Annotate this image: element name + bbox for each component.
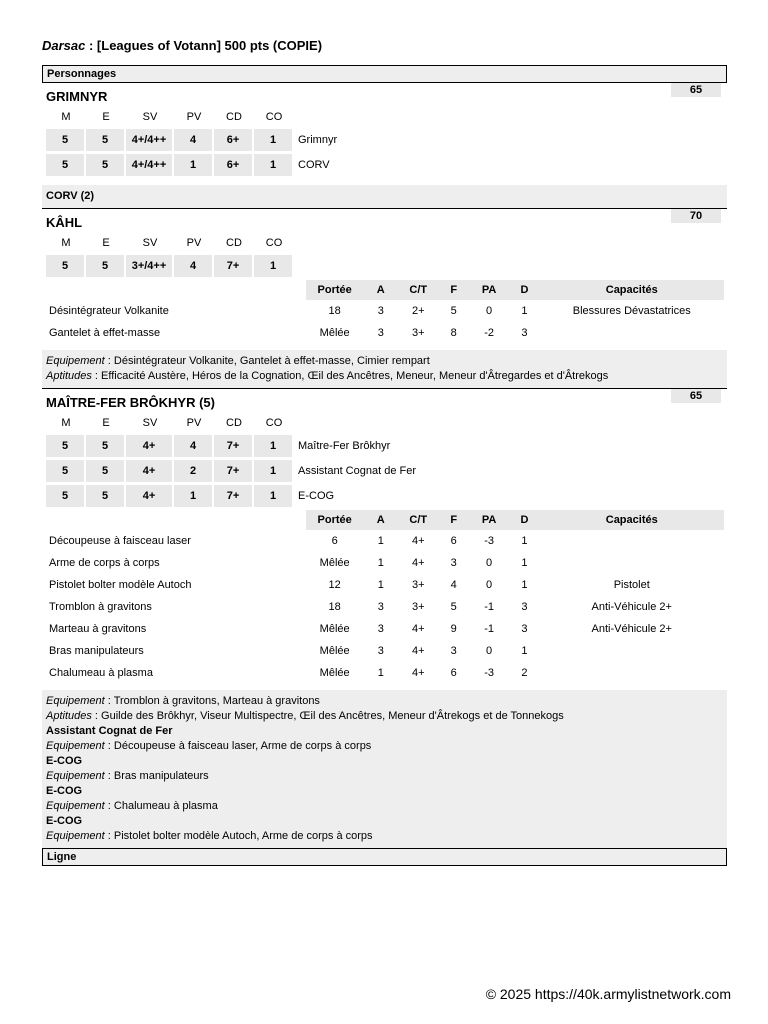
info-line (46, 189, 723, 204)
weapon-name: Bras manipulateurs (49, 645, 144, 657)
weapon-header: C/T (398, 280, 439, 300)
weapon-stat: 18 (328, 601, 341, 613)
weapon-header: A (364, 280, 398, 300)
list-title (42, 38, 727, 53)
stats-row (46, 255, 301, 280)
info-key: Aptitudes (46, 370, 92, 382)
stat-value: 5 (46, 435, 86, 460)
unit-name: MAÎTRE-FER BRÔKHYR (5) (46, 395, 215, 410)
stat-value: 3+/4++ (126, 255, 174, 280)
stat-value: 1 (174, 485, 214, 510)
weapon-name: Marteau à gravitons (49, 623, 147, 635)
stat-value: 5 (46, 255, 86, 280)
info-line (46, 724, 723, 739)
stat-value: 7+ (214, 485, 254, 510)
info-text: : Bras manipulateurs (104, 770, 209, 782)
weapon-name-header (44, 280, 306, 300)
info-line (46, 354, 723, 369)
stat-row-label: CORV (294, 154, 340, 179)
stat-value: 6+ (214, 129, 254, 154)
weapon-stat: Blessures Dévastatrices (572, 305, 691, 317)
stat-header: E (102, 417, 110, 429)
stat-value: 5 (86, 485, 126, 510)
weapon-stat: 1 (521, 305, 528, 317)
weapon-stat: 1 (377, 557, 384, 569)
info-line (46, 369, 723, 384)
weapon-row (44, 322, 724, 344)
weapon-row (44, 574, 724, 596)
weapons-header-row (44, 510, 724, 530)
info-line (46, 829, 723, 844)
stat-value: 5 (86, 154, 126, 179)
info-key: Aptitudes (46, 710, 92, 722)
info-text: : Découpeuse à faisceau laser, Arme de corps à corps (104, 740, 372, 752)
weapon-row (44, 596, 724, 618)
unit-header (42, 209, 727, 231)
stat-header: E (102, 111, 110, 123)
weapon-stat: 4+ (412, 557, 425, 569)
weapon-stat: 6 (450, 535, 457, 547)
stat-header: E (102, 237, 110, 249)
weapon-name: Pistolet bolter modèle Autoch (49, 579, 192, 591)
stat-value: 4+ (126, 460, 174, 485)
info-line (46, 769, 723, 784)
weapon-stat: 4+ (412, 667, 425, 679)
info-line (46, 784, 723, 799)
stat-header: M (61, 237, 71, 249)
weapon-header: C/T (398, 510, 439, 530)
stat-value: 6+ (214, 154, 254, 179)
stats-header-row (46, 411, 419, 435)
stat-value: 1 (254, 255, 294, 280)
weapon-stat: Mêlée (319, 557, 350, 569)
stat-value: 1 (254, 435, 294, 460)
weapon-stat: 3 (377, 623, 384, 635)
stat-row-label (294, 255, 301, 280)
unit-header (42, 389, 727, 411)
weapon-header: F (439, 280, 469, 300)
info-key: Equipement (46, 355, 105, 367)
unit-points: 65 (671, 83, 721, 97)
info-line (46, 739, 723, 754)
stat-value: 5 (86, 255, 126, 280)
stat-header: PV (186, 237, 202, 249)
weapon-stat: -2 (484, 327, 494, 339)
stat-header: PV (186, 111, 202, 123)
info-text: : Efficacité Austère, Héros de la Cognation, Œil des Ancêtres, Meneur, Meneur d'Âtregardes et d'Âtrekogs (91, 370, 609, 382)
weapon-stat: Mêlée (319, 623, 350, 635)
stat-value: 5 (86, 129, 126, 154)
info-key: Equipement (46, 740, 105, 752)
weapon-stat: 6 (331, 535, 338, 547)
info-text: : Chalumeau à plasma (104, 800, 218, 812)
weapon-stat: 3 (377, 327, 384, 339)
stat-value: 4 (174, 129, 214, 154)
stat-value: 7+ (214, 255, 254, 280)
unit-info (42, 350, 727, 388)
stats-header-row (46, 231, 301, 255)
footer-copyright: © 2025 https://40k.armylistnetwork.com (485, 986, 731, 1002)
stat-value: 5 (86, 460, 126, 485)
weapon-name: Tromblon à gravitons (49, 601, 152, 613)
army-name: Darsac (42, 38, 86, 53)
weapon-stat: 2+ (412, 305, 425, 317)
stat-value: 5 (46, 485, 86, 510)
weapon-stat: 3 (450, 557, 457, 569)
weapon-stat: 5 (450, 601, 457, 613)
stat-value: 1 (254, 154, 294, 179)
weapon-row (44, 300, 724, 322)
weapon-stat: 8 (450, 327, 457, 339)
stat-header-spacer (294, 411, 419, 435)
weapon-stat: Anti-Véhicule 2+ (591, 601, 672, 613)
stats-table (46, 411, 419, 510)
stat-value: 7+ (214, 460, 254, 485)
weapon-stat: 1 (377, 667, 384, 679)
stats-row (46, 435, 419, 460)
weapon-stat: 3 (521, 601, 528, 613)
unit-name: GRIMNYR (46, 89, 108, 104)
unit-info (42, 185, 727, 208)
weapon-stat: 3 (377, 601, 384, 613)
stat-value: 4+ (126, 435, 174, 460)
weapon-stat: 1 (377, 579, 384, 591)
stat-header: M (61, 111, 71, 123)
stat-value: 4 (174, 435, 214, 460)
weapon-stat: 1 (521, 579, 528, 591)
weapon-stat: 0 (486, 645, 493, 657)
info-text: : Guilde des Brôkhyr, Viseur Multispectre, Œil des Ancêtres, Meneur d'Âtrekogs et de Tonnekogs (91, 710, 564, 722)
weapons-header-row (44, 280, 724, 300)
unit-block (42, 388, 727, 848)
stat-value: 5 (46, 129, 86, 154)
stat-value: 4+/4++ (126, 129, 174, 154)
weapon-stat: 0 (486, 557, 493, 569)
weapon-stat: Pistolet (613, 579, 650, 591)
stat-header: M (61, 417, 71, 429)
weapon-stat: 3 (450, 645, 457, 657)
info-line (46, 709, 723, 724)
weapon-stat: 4+ (412, 623, 425, 635)
info-line (46, 754, 723, 769)
weapon-stat: 0 (486, 305, 493, 317)
weapon-stat: 3 (377, 645, 384, 657)
stat-value: 4 (174, 255, 214, 280)
weapon-stat: Mêlée (319, 327, 350, 339)
weapon-stat: Mêlée (319, 645, 350, 657)
stat-header: SV (142, 111, 158, 123)
weapon-stat: 1 (521, 557, 528, 569)
weapon-stat: 1 (521, 645, 528, 657)
weapon-header: D (509, 510, 539, 530)
stat-value: 5 (46, 460, 86, 485)
stat-value: 5 (46, 154, 86, 179)
weapon-stat: 1 (521, 535, 528, 547)
army-details: : [Leagues of Votann] 500 pts (COPIE) (85, 38, 323, 53)
stat-header: CO (265, 237, 283, 249)
weapon-name: Arme de corps à corps (49, 557, 160, 569)
weapon-stat: 5 (450, 305, 457, 317)
weapon-stat (539, 640, 724, 662)
weapon-stat: 9 (450, 623, 457, 635)
weapon-row (44, 530, 724, 552)
weapon-header: Portée (306, 510, 364, 530)
weapon-stat: 12 (328, 579, 341, 591)
info-key: Equipement (46, 830, 105, 842)
info-line (46, 814, 723, 829)
model-name: E-COG (46, 815, 83, 827)
weapon-name: Désintégrateur Volkanite (49, 305, 169, 317)
info-key: Equipement (46, 770, 105, 782)
weapon-stat (539, 322, 724, 344)
stat-value: 1 (254, 485, 294, 510)
weapon-stat: 1 (377, 535, 384, 547)
stat-value: 5 (86, 435, 126, 460)
info-line (46, 694, 723, 709)
weapon-stat: 0 (486, 579, 493, 591)
weapon-stat (539, 530, 724, 552)
stat-value: 4+ (126, 485, 174, 510)
stat-header: PV (186, 417, 202, 429)
weapon-stat: 3+ (412, 327, 425, 339)
unit-points: 70 (671, 209, 721, 223)
weapon-stat: Anti-Véhicule 2+ (591, 623, 672, 635)
weapon-row (44, 640, 724, 662)
weapon-header: Capacités (539, 280, 724, 300)
stats-row (46, 460, 419, 485)
stats-table (46, 231, 301, 280)
info-line (46, 799, 723, 814)
weapon-stat: 4+ (412, 535, 425, 547)
stat-value: 2 (174, 460, 214, 485)
stat-row-label: Grimnyr (294, 129, 340, 154)
weapon-stat: Mêlée (319, 667, 350, 679)
weapon-stat: -1 (484, 623, 494, 635)
weapon-stat: -3 (484, 535, 494, 547)
stat-header: SV (142, 237, 158, 249)
stats-row (46, 485, 419, 510)
info-key: Equipement (46, 800, 105, 812)
info-text: : Tromblon à gravitons, Marteau à gravitons (104, 695, 320, 707)
info-text: : Désintégrateur Volkanite, Gantelet à effet-masse, Cimier rempart (104, 355, 430, 367)
weapon-name: Chalumeau à plasma (49, 667, 153, 679)
stat-value: 7+ (214, 435, 254, 460)
stat-row-label: Assistant Cognat de Fer (294, 460, 419, 485)
stats-header-row (46, 105, 340, 129)
weapon-stat: 6 (450, 667, 457, 679)
stat-header: CD (226, 417, 242, 429)
weapon-stat: -3 (484, 667, 494, 679)
weapon-header: PA (469, 510, 510, 530)
weapon-name: Découpeuse à faisceau laser (49, 535, 191, 547)
stat-header: CD (226, 111, 242, 123)
stat-value: 1 (254, 129, 294, 154)
model-name: E-COG (46, 755, 83, 767)
info-text: : Pistolet bolter modèle Autoch, Arme de corps à corps (104, 830, 373, 842)
section-line: Ligne (42, 848, 727, 866)
stat-header: CD (226, 237, 242, 249)
weapon-header: Capacités (539, 510, 724, 530)
unit-block (42, 83, 727, 208)
weapon-stat: -1 (484, 601, 494, 613)
stat-header-spacer (294, 231, 301, 255)
stats-row (46, 129, 340, 154)
model-name: CORV (2) (46, 190, 95, 202)
stat-value: 1 (254, 460, 294, 485)
stats-table (46, 105, 340, 179)
model-name: E-COG (46, 785, 83, 797)
weapon-stat: 4+ (412, 645, 425, 657)
weapon-name: Gantelet à effet-masse (49, 327, 161, 339)
info-key: Equipement (46, 695, 105, 707)
weapon-stat: 3+ (412, 601, 425, 613)
units-container (42, 83, 727, 848)
weapon-stat: 4 (450, 579, 457, 591)
weapons-table (44, 510, 724, 684)
section-characters: Personnages (42, 65, 727, 83)
stats-row (46, 154, 340, 179)
stat-header-spacer (294, 105, 340, 129)
unit-info (42, 690, 727, 848)
weapon-name-header (44, 510, 306, 530)
stat-header: CO (265, 417, 283, 429)
weapon-stat: 3+ (412, 579, 425, 591)
weapon-row (44, 662, 724, 684)
weapon-header: D (509, 280, 539, 300)
unit-name: KÂHL (46, 215, 83, 230)
stat-header: SV (142, 417, 158, 429)
weapon-stat: 2 (521, 667, 528, 679)
weapon-header: F (439, 510, 469, 530)
weapon-stat: 3 (521, 327, 528, 339)
stat-value: 1 (174, 154, 214, 179)
weapon-stat (539, 662, 724, 684)
unit-block (42, 208, 727, 388)
unit-points: 65 (671, 389, 721, 403)
weapon-header: Portée (306, 280, 364, 300)
unit-header (42, 83, 727, 105)
stat-header: CO (265, 111, 283, 123)
weapon-header: PA (469, 280, 510, 300)
weapon-row (44, 552, 724, 574)
weapon-header: A (364, 510, 398, 530)
stat-row-label: Maître-Fer Brôkhyr (294, 435, 419, 460)
army-list (42, 38, 727, 866)
weapon-stat: 18 (328, 305, 341, 317)
weapon-stat: 3 (521, 623, 528, 635)
weapon-stat (539, 552, 724, 574)
weapons-table (44, 280, 724, 344)
stat-value: 4+/4++ (126, 154, 174, 179)
stat-row-label: E-COG (294, 485, 419, 510)
model-name: Assistant Cognat de Fer (46, 725, 173, 737)
weapon-row (44, 618, 724, 640)
weapon-stat: 3 (377, 305, 384, 317)
